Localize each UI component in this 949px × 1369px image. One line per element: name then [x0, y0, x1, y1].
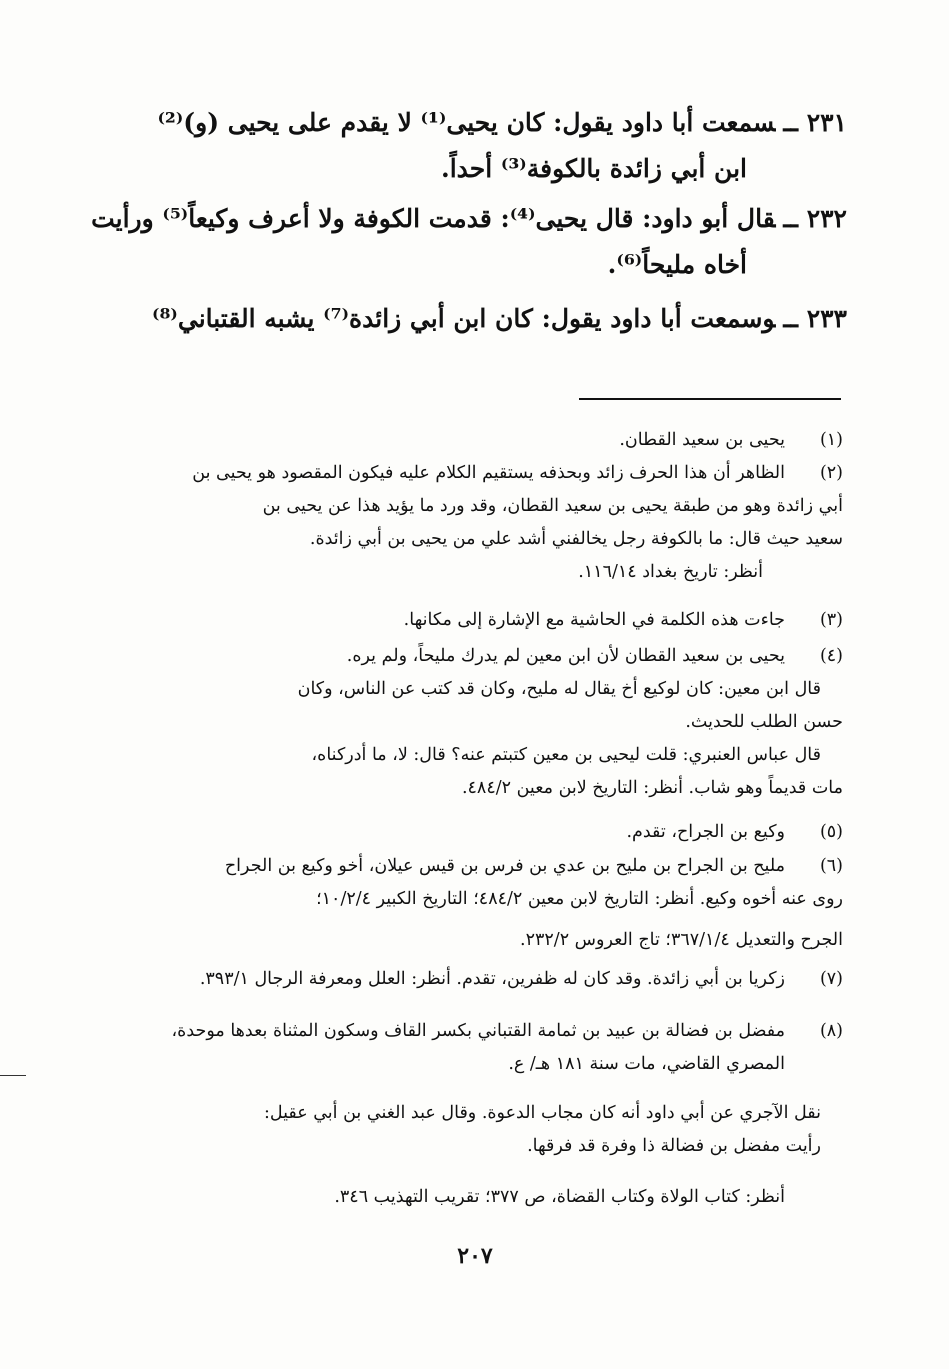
entry-233	[148, 296, 847, 342]
footnote-4	[142, 640, 843, 805]
entry-231	[148, 100, 847, 192]
footnote-line: وكيع بن الجراح، تقدم.	[626, 822, 785, 842]
footnote-line: حسن الطلب للحديث.	[685, 712, 843, 732]
entry-text: سمعت أبا داود يقول: كان يحيى⁽¹⁾ لا يقدم على يحيى (و)⁽²⁾	[157, 108, 776, 137]
footnote-8-continued	[142, 1097, 843, 1214]
footnote-marker: (٥)	[819, 822, 843, 842]
footnote-line: مليح بن الجراح بن مليح بن عدي بن فرس بن قيس عيلان، أخو وكيع بن الجراح	[224, 856, 785, 876]
scan-mark	[0, 1075, 26, 1076]
footnote-line: رأيت مفضل بن فضالة ذا وفرة قد فرقها.	[527, 1136, 821, 1156]
entry-232	[91, 196, 847, 288]
footnote-line: أنظر: تاريخ بغداد ١١٦/١٤.	[578, 562, 763, 582]
footnote-marker: (١)	[819, 430, 843, 450]
footnote-8	[142, 1015, 843, 1081]
footnote-line: مفضل بن فضالة بن عبيد بن ثمامة القتباني بكسر القاف وسكون المثناة بعدها موحدة،	[171, 1021, 785, 1041]
footnote-marker: (٨)	[819, 1021, 843, 1041]
footnote-line: سعيد حيث قال: ما بالكوفة رجل يخالفني أشد علي من يحيى بن أبي زائدة.	[309, 529, 843, 549]
footnote-marker: (٧)	[819, 969, 843, 989]
entry-line	[91, 196, 847, 242]
footnote-6	[142, 850, 843, 957]
entry-line	[148, 296, 847, 342]
entry-line	[148, 100, 847, 146]
entry-text: قال أبو داود: قال يحيى⁽⁴⁾: قدمت الكوفة ولا أعرف وكيعاً⁽⁵⁾ ورأيت	[91, 204, 776, 233]
footnote-line: المصري القاضي، مات سنة ١٨١ هـ/ ع.	[508, 1054, 785, 1074]
entry-line: أخاه مليحاً⁽⁶⁾.	[607, 250, 747, 279]
footnote-line: الجرح والتعديل ٣٦٧/١/٤؛ تاج العروس ٢٣٢/٢.	[520, 930, 843, 950]
footnote-1	[142, 424, 843, 457]
entry-line: ابن أبي زائدة بالكوفة⁽³⁾ أحداً.	[441, 154, 747, 183]
footnote-5	[142, 816, 843, 849]
footnote-3	[142, 604, 843, 637]
footnote-line: نقل الآجري عن أبي داود أنه كان مجاب الدعوة. وقال عبد الغني بن أبي عقيل:	[263, 1103, 821, 1123]
footnote-line: أنظر: كتاب الولاة وكتاب القضاة، ص ٣٧٧؛ تقريب التهذيب ٣٤٦.	[334, 1187, 785, 1207]
footnote-line: زكريا بن أبي زائدة. وقد كان له ظفرين، تقدم. أنظر: العلل ومعرفة الرجال ٣٩٣/١.	[199, 969, 785, 989]
footnote-line: يحيى بن سعيد القطان لأن ابن معين لم يدرك مليحاً، ولم يره.	[346, 646, 785, 666]
footnote-marker: (٣)	[819, 610, 843, 630]
footnote-marker: (٤)	[819, 646, 843, 666]
footnote-line: روى عنه أخوه وكيع. أنظر: التاريخ لابن معين ٤٨٤/٢؛ التاريخ الكبير ١٠/٢/٤؛	[316, 889, 843, 909]
entry-number: ٢٣١ ــ	[783, 108, 847, 137]
entry-number: ٢٣٣ ــ	[783, 304, 847, 333]
footnote-line: قال عباس العنبري: قلت ليحيى بن معين كتبتم عنه؟ قال: لا، ما أدركناه،	[311, 745, 821, 765]
footnote-2	[142, 457, 843, 589]
footnote-marker: (٦)	[819, 856, 843, 876]
footnote-line: مات قديماً وهو شاب. أنظر: التاريخ لابن معين ٤٨٤/٢.	[461, 778, 843, 798]
entry-number: ٢٣٢ ــ	[783, 204, 847, 233]
page-number: ٢٠٧	[457, 1243, 493, 1269]
entry-text: وسمعت أبا داود يقول: كان ابن أبي زائدة⁽⁷⁾ يشبه القتباني⁽⁸⁾	[152, 304, 776, 333]
footnote-separator	[579, 398, 841, 400]
footnote-line: قال ابن معين: كان لوكيع أخ يقال له مليح، وكان قد كتب عن الناس، وكان	[297, 679, 821, 699]
footnote-line: الظاهر أن هذا الحرف زائد وبحذفه يستقيم الكلام عليه فيكون المقصود هو يحيى بن	[192, 463, 785, 483]
footnote-line: أبي زائدة وهو من طبقة يحيى بن سعيد القطان، وقد ورد ما يؤيد هذا عن يحيى بن	[262, 496, 843, 516]
footnote-marker: (٢)	[819, 463, 843, 483]
footnote-line: جاءت هذه الكلمة في الحاشية مع الإشارة إلى مكانها.	[403, 610, 785, 630]
footnote-7	[142, 963, 843, 996]
footnote-line: يحيى بن سعيد القطان.	[619, 430, 785, 450]
